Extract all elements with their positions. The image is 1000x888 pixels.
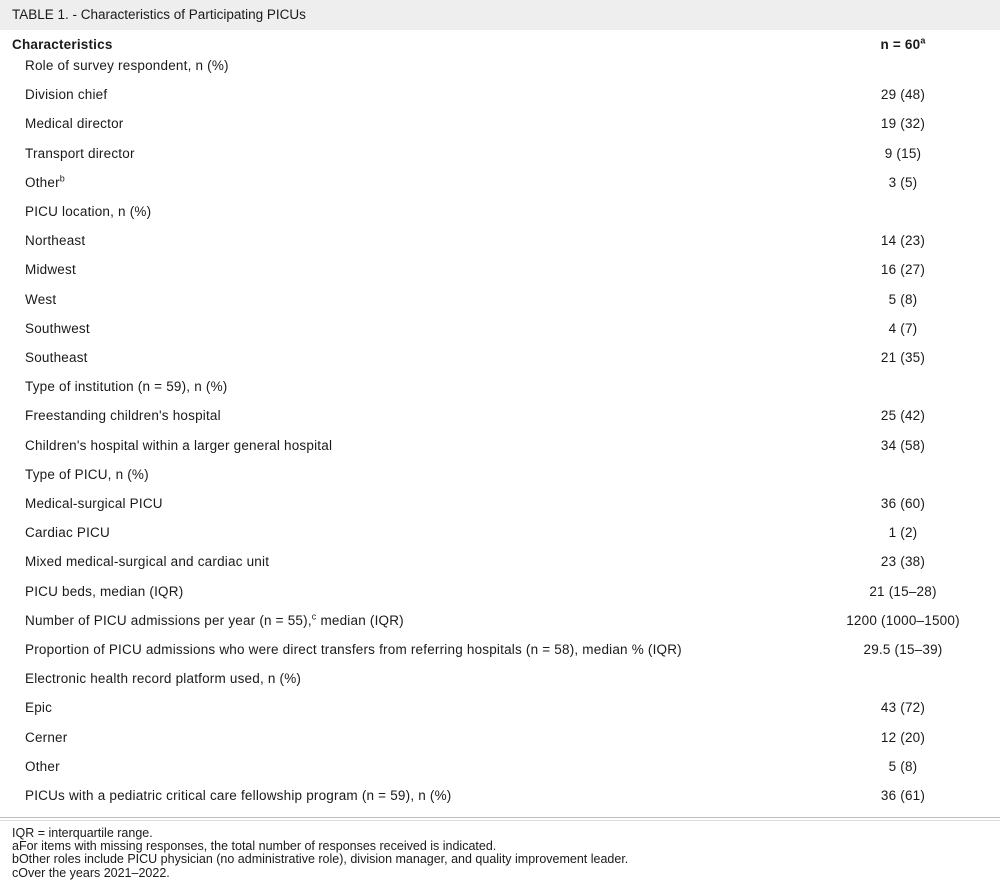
table-row bbox=[0, 671, 1000, 700]
row-label bbox=[25, 438, 332, 453]
row-label-text: Northeast bbox=[25, 233, 86, 249]
row-label-text: Cardiac PICU bbox=[25, 525, 110, 541]
table-bottom-rule bbox=[0, 817, 1000, 818]
row-label-text: Type of institution (n = 59), n (%) bbox=[25, 379, 228, 395]
footnote: bOther roles include PICU physician (no administrative role), division manager, and quality improvement leader. bbox=[12, 852, 629, 867]
row-value: 34 (58) bbox=[880, 437, 926, 453]
row-value: 5 (8) bbox=[888, 291, 918, 307]
row-value: 1200 (1000–1500) bbox=[846, 612, 960, 628]
row-value: 14 (23) bbox=[880, 233, 926, 249]
row-label-text: Proportion of PICU admissions who were direct transfers from referring hospitals (n = 58), median % (IQR) bbox=[25, 642, 682, 657]
row-label-text: Medical-surgical PICU bbox=[25, 496, 163, 511]
row-label bbox=[25, 321, 90, 336]
header-characteristics: Characteristics bbox=[12, 37, 113, 52]
row-value: 29.5 (15–39) bbox=[863, 642, 943, 657]
row-label bbox=[25, 584, 183, 599]
row-label-text: Epic bbox=[25, 700, 53, 716]
row-label bbox=[25, 671, 301, 686]
row-value: 29 (48) bbox=[880, 87, 926, 103]
table-row bbox=[0, 642, 1000, 671]
row-label bbox=[25, 613, 404, 628]
row-value: 43 (72) bbox=[880, 700, 926, 716]
row-label-text: Role of survey respondent, n (%) bbox=[25, 58, 229, 73]
row-label bbox=[25, 292, 56, 307]
row-label bbox=[25, 496, 163, 511]
table-row bbox=[0, 87, 1000, 116]
row-label-text: Electronic health record platform used, n (%) bbox=[25, 671, 302, 687]
table-row bbox=[0, 379, 1000, 408]
row-value: 36 (61) bbox=[880, 788, 926, 803]
table-row bbox=[0, 438, 1000, 467]
header-n-footnote-mark: a bbox=[920, 35, 926, 46]
row-label-text: PICU location, n (%) bbox=[25, 204, 152, 219]
row-footnote-mark: b bbox=[59, 173, 65, 184]
header-n bbox=[800, 37, 1000, 52]
table-row bbox=[0, 175, 1000, 204]
row-label-text: Cerner bbox=[25, 729, 68, 745]
row-label bbox=[25, 759, 60, 774]
row-value: 21 (35) bbox=[880, 350, 926, 365]
row-label bbox=[25, 175, 65, 190]
table-row bbox=[0, 408, 1000, 437]
table-row bbox=[0, 700, 1000, 729]
row-label-text: Other bbox=[25, 174, 60, 190]
table-row bbox=[0, 584, 1000, 613]
row-value: 36 (60) bbox=[880, 496, 926, 511]
row-value: 23 (38) bbox=[880, 554, 926, 570]
row-label-text: Midwest bbox=[25, 262, 76, 278]
table-row bbox=[0, 613, 1000, 642]
table-row bbox=[0, 554, 1000, 583]
row-label-text: Number of PICU admissions per year (n = 55), bbox=[25, 612, 312, 628]
row-footnote-mark: c bbox=[311, 611, 317, 622]
row-label-text: Children's hospital within a larger general hospital bbox=[25, 437, 333, 453]
row-label-text: Transport director bbox=[25, 145, 135, 161]
row-label-text: PICUs with a pediatric critical care fellowship program (n = 59), n (%) bbox=[25, 788, 452, 803]
row-value: 16 (27) bbox=[880, 262, 926, 278]
footnote: aFor items with missing responses, the total number of responses received is indicated. bbox=[12, 839, 497, 854]
row-label bbox=[25, 350, 88, 365]
row-value: 19 (32) bbox=[880, 116, 926, 132]
footnote: cOver the years 2021–2022. bbox=[12, 865, 170, 880]
row-label bbox=[25, 408, 221, 423]
row-label bbox=[25, 525, 110, 540]
footnote: IQR = interquartile range. bbox=[12, 826, 153, 840]
table-row bbox=[0, 730, 1000, 759]
row-value: 3 (5) bbox=[888, 174, 918, 190]
table-row bbox=[0, 350, 1000, 379]
row-label bbox=[25, 642, 682, 657]
row-label bbox=[25, 233, 85, 248]
row-label bbox=[25, 788, 451, 803]
table-row bbox=[0, 204, 1000, 233]
row-value: 12 (20) bbox=[880, 729, 926, 745]
table-row bbox=[0, 496, 1000, 525]
row-label-text: Other bbox=[25, 758, 60, 774]
table-row bbox=[0, 58, 1000, 87]
table-row bbox=[0, 467, 1000, 496]
row-label-text: Southwest bbox=[25, 320, 90, 336]
table-row bbox=[0, 292, 1000, 321]
table-row bbox=[0, 788, 1000, 817]
table-row bbox=[0, 116, 1000, 145]
table-caption: TABLE 1. - Characteristics of Participating PICUs bbox=[0, 0, 1000, 30]
row-label bbox=[25, 379, 227, 394]
footnotes bbox=[12, 827, 628, 880]
row-label bbox=[25, 467, 149, 482]
row-label bbox=[25, 146, 135, 161]
row-value: 4 (7) bbox=[888, 320, 918, 336]
row-value: 1 (2) bbox=[888, 525, 918, 541]
row-label bbox=[25, 700, 52, 715]
row-label-text: Southeast bbox=[25, 350, 88, 365]
header-n-label: n = 60 bbox=[880, 37, 921, 52]
row-label-text: Medical director bbox=[25, 116, 124, 132]
table-row bbox=[0, 759, 1000, 788]
table-row bbox=[0, 262, 1000, 291]
table-row bbox=[0, 525, 1000, 554]
table-row bbox=[0, 146, 1000, 175]
row-value: 21 (15–28) bbox=[869, 583, 937, 599]
row-value: 25 (42) bbox=[880, 408, 926, 424]
row-label bbox=[25, 204, 151, 219]
row-label-text: Mixed medical-surgical and cardiac unit bbox=[25, 554, 270, 570]
row-label-text: Division chief bbox=[25, 87, 108, 103]
row-label-suffix: median (IQR) bbox=[316, 612, 404, 628]
row-label-text: Freestanding children's hospital bbox=[25, 408, 221, 424]
row-label bbox=[25, 58, 229, 73]
row-label bbox=[25, 116, 123, 131]
row-label bbox=[25, 730, 67, 745]
row-label-text: West bbox=[25, 291, 57, 307]
row-label-text: PICU beds, median (IQR) bbox=[25, 583, 184, 599]
table-bottom-rule-inner bbox=[0, 820, 1000, 821]
table-row bbox=[0, 321, 1000, 350]
row-label bbox=[25, 262, 76, 277]
row-value: 5 (8) bbox=[888, 758, 918, 774]
row-label-text: Type of PICU, n (%) bbox=[25, 466, 149, 482]
table-row bbox=[0, 233, 1000, 262]
row-label bbox=[25, 87, 107, 102]
row-value: 9 (15) bbox=[884, 145, 922, 161]
row-label bbox=[25, 554, 269, 569]
